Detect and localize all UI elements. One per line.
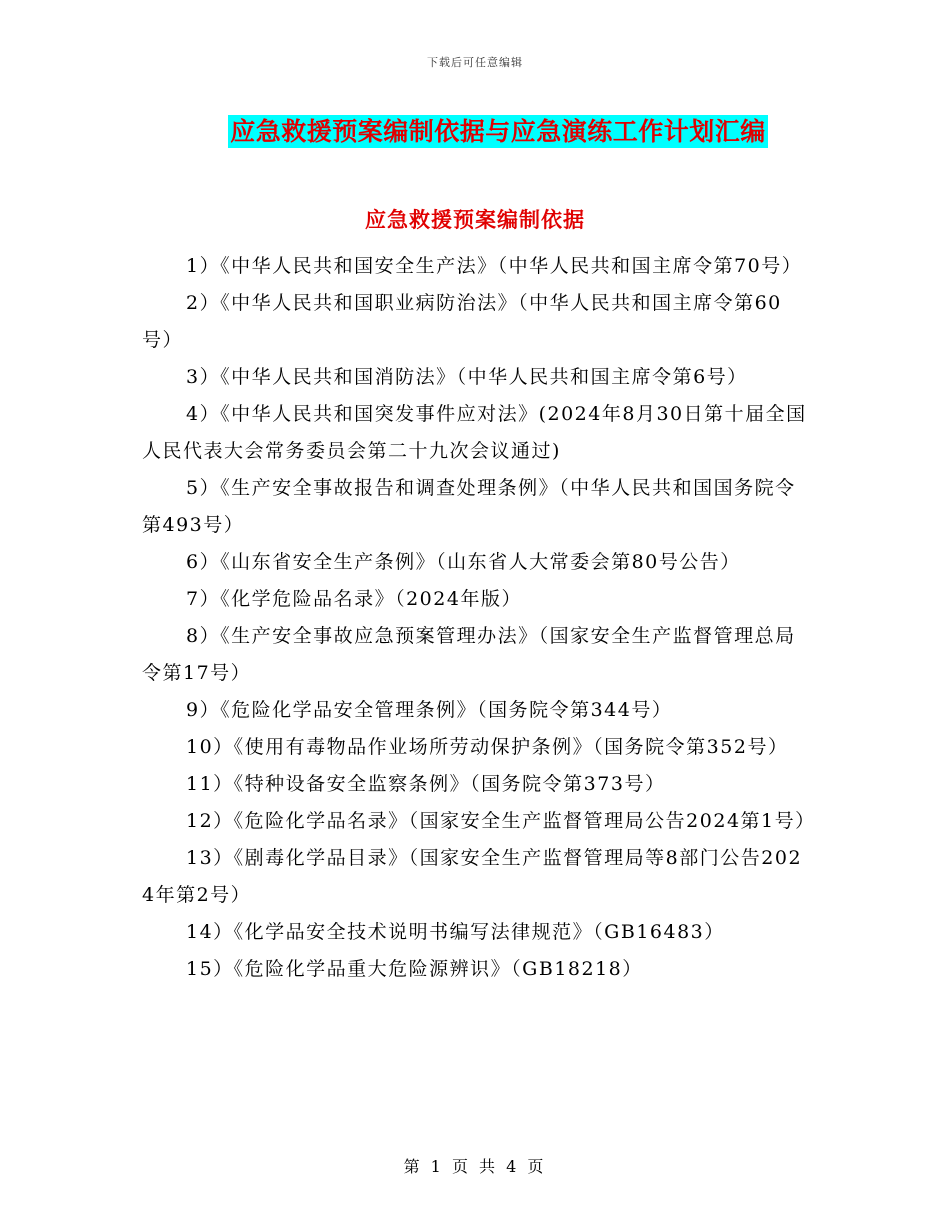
list-item: 14）《化学品安全技术说明书编写法律规范》（GB16483）	[186, 921, 725, 943]
list-item: 2）《中华人民共和国职业病防治法》（中华人民共和国主席令第60号）	[142, 292, 782, 351]
list-item: 7）《化学危险品名录》（2024年版）	[186, 588, 522, 610]
list-item: 5）《生产安全事故报告和调查处理条例》（中华人民共和国国务院令第493号）	[142, 477, 796, 536]
list-item: 8）《生产安全事故应急预案管理办法》（国家安全生产监督管理总局令第17号）	[142, 625, 796, 684]
list-item: 4）《中华人民共和国突发事件应对法》(2024年8月30日第十届全国人民代表大会常务委员会第二十九次会议通过)	[142, 403, 807, 462]
list-item: 10）《使用有毒物品作业场所劳动保护条例》（国务院令第352号）	[186, 736, 789, 758]
list-item: 11）《特种设备安全监察条例》（国务院令第373号）	[186, 773, 666, 795]
page-footer: 第 1 页 共 4 页	[403, 1157, 547, 1176]
basis-list	[142, 248, 816, 988]
main-title-highlight: 应急救援预案编制依据与应急演练工作计划汇编	[230, 117, 766, 146]
list-item: 1）《中华人民共和国安全生产法》（中华人民共和国主席令第70号）	[186, 255, 803, 277]
list-item: 3）《中华人民共和国消防法》（中华人民共和国主席令第6号）	[186, 366, 748, 388]
main-title	[0, 112, 950, 148]
list-item: 9）《危险化学品安全管理条例》（国务院令第344号）	[186, 699, 673, 721]
header-note: 下载后可任意编辑	[427, 56, 523, 69]
section-title: 应急救援预案编制依据	[365, 208, 585, 232]
list-item: 13）《剧毒化学品目录》（国家安全生产监督管理局等8部门公告2024年第2号）	[142, 847, 803, 906]
list-item: 12）《危险化学品名录》（国家安全生产监督管理局公告2024第1号）	[186, 810, 816, 832]
list-item: 15）《危险化学品重大危险源辨识》（GB18218）	[186, 958, 643, 980]
list-item: 6）《山东省安全生产条例》（山东省人大常委会第80号公告）	[186, 551, 741, 573]
